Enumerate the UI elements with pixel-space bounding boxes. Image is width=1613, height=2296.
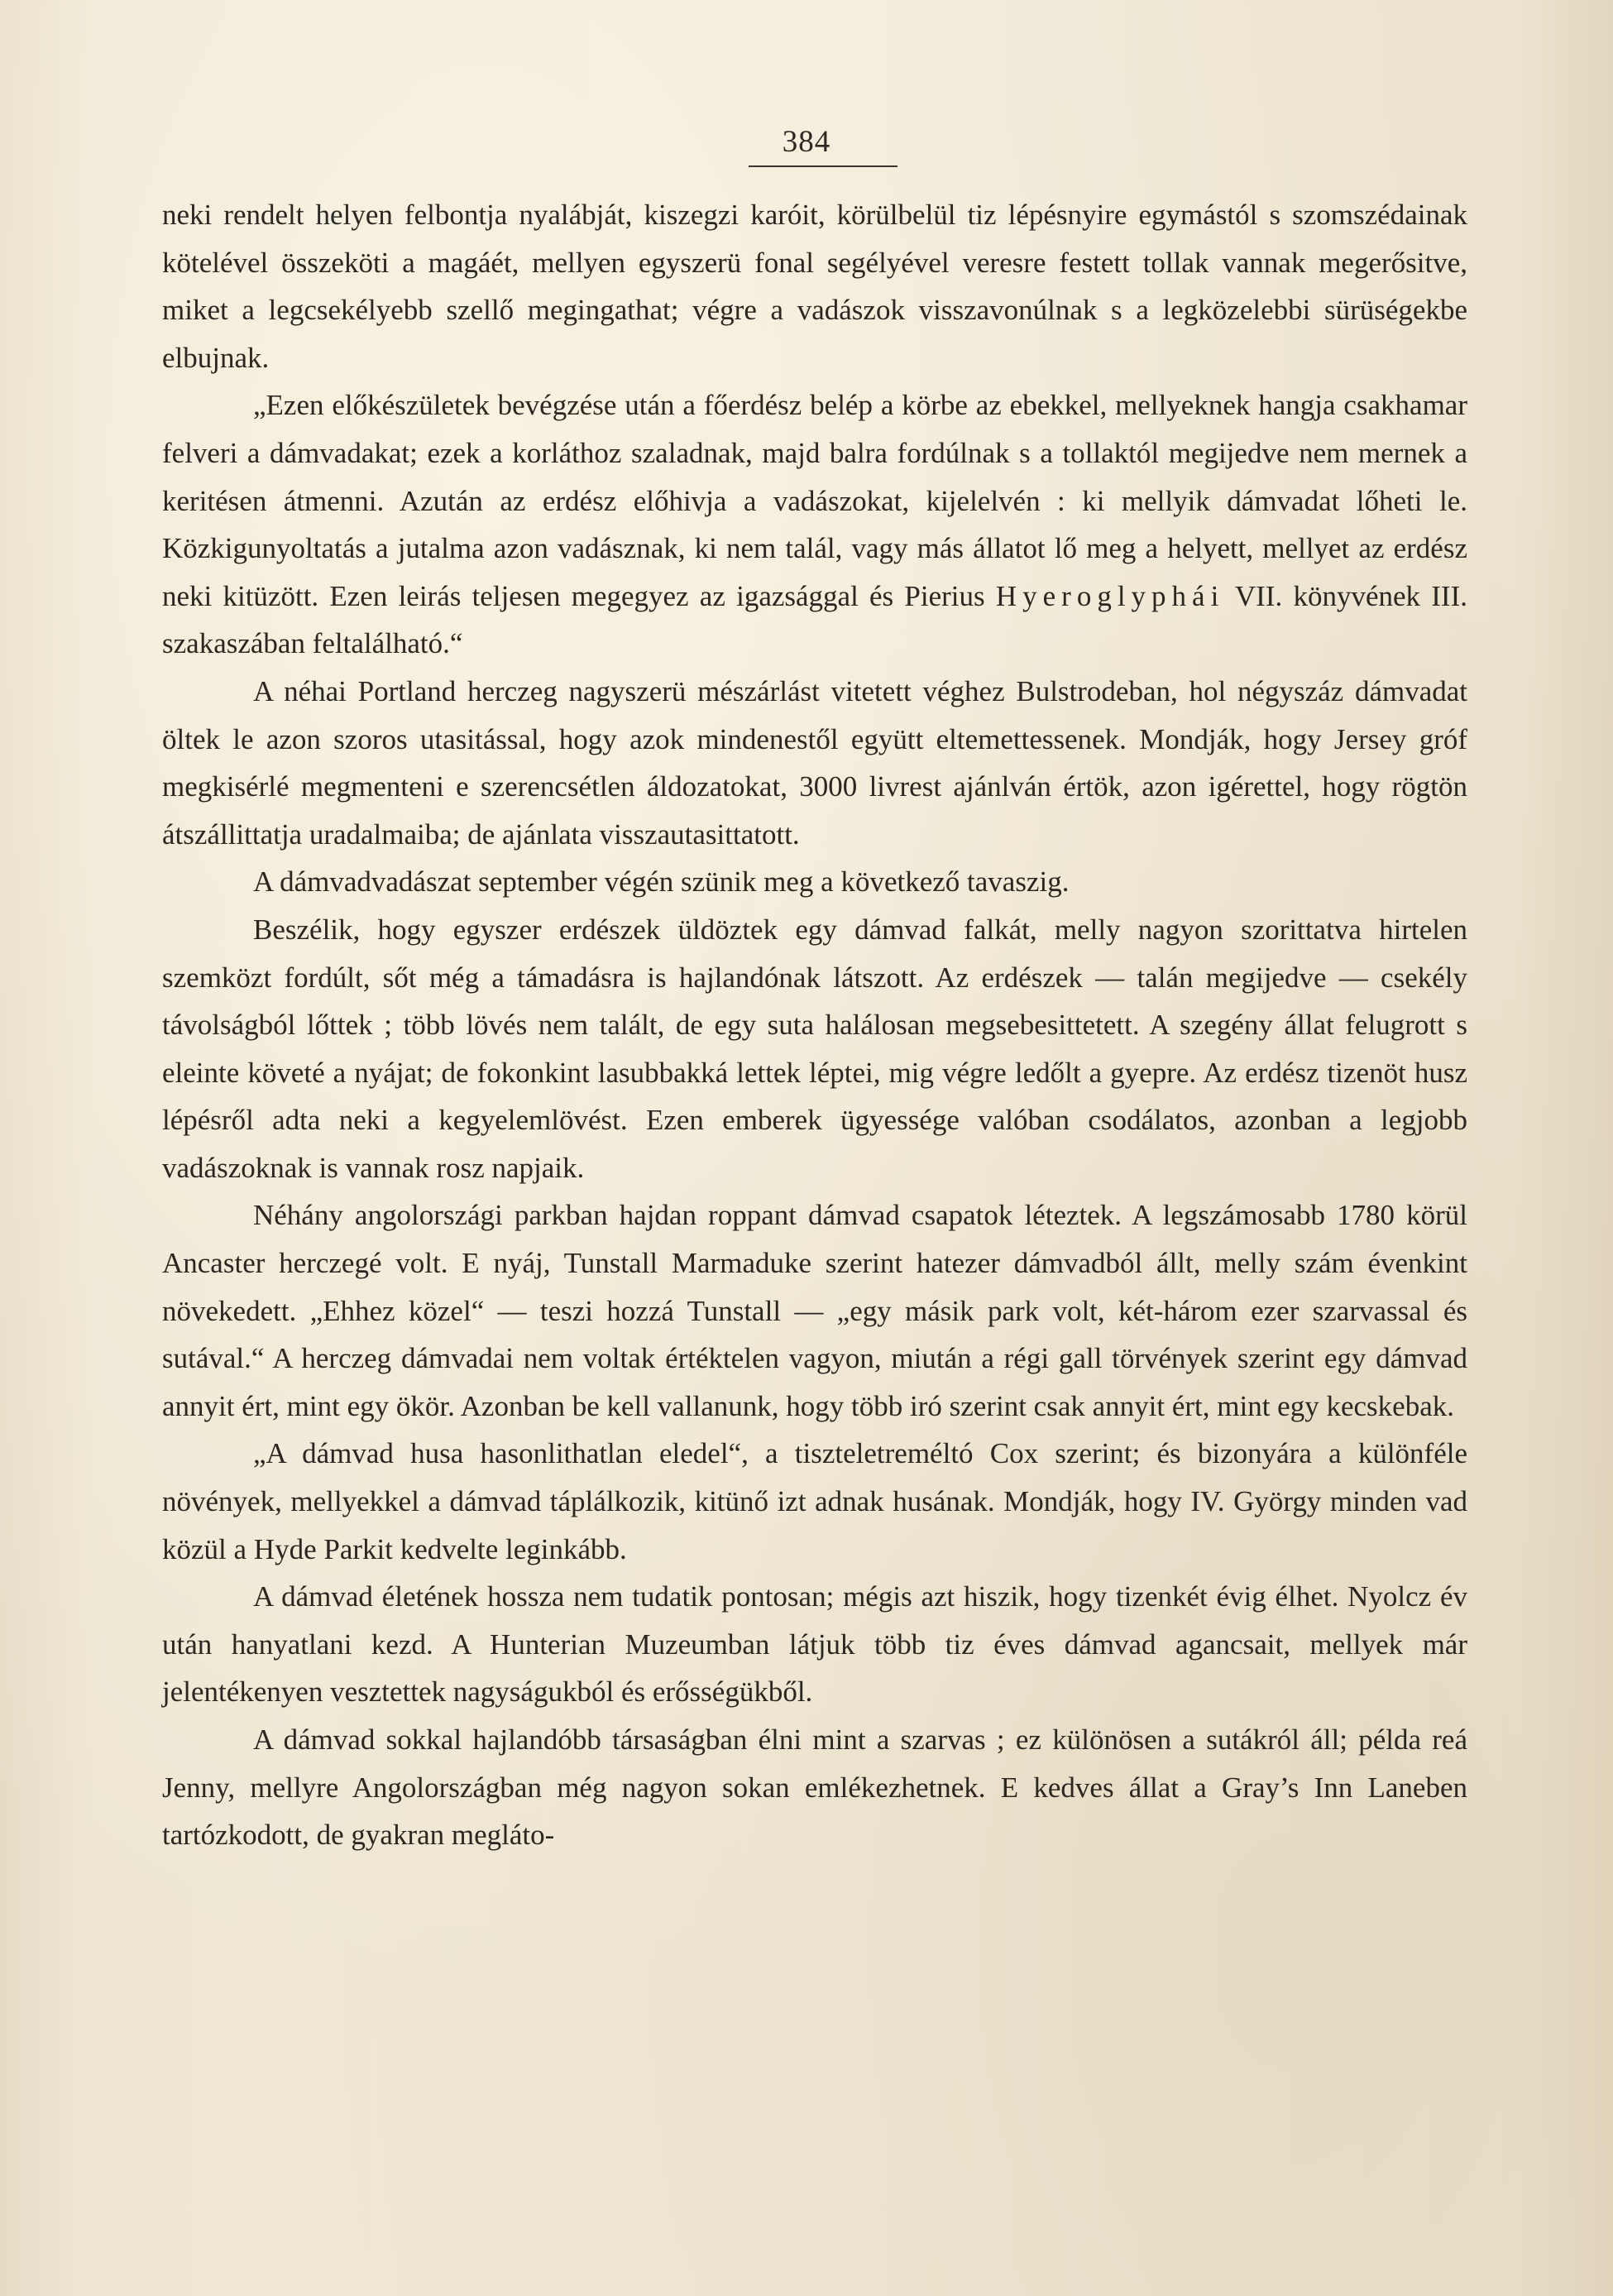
header-rule xyxy=(749,165,897,167)
paragraph xyxy=(162,1716,1467,1859)
paragraph xyxy=(162,906,1467,1192)
paragraph xyxy=(162,1573,1467,1716)
spaced-title: Hyeroglyphái xyxy=(995,579,1225,612)
text-segment: A dámvad sokkal hajlandóbb társaságban élni mint a szarvas ; ez különösen a sutákról áll; példa reá Jenny, mellyre Angolországban még nagyon sokan emlékezhetnek. E kedves állat a Gray’s Inn Laneben tartózkodott, de gyakran megláto- xyxy=(162,1723,1467,1852)
paragraph xyxy=(162,1191,1467,1430)
text-segment: Beszélik, hogy egyszer erdészek üldöztek egy dámvad falkát, melly nagyon szorittatva hirtelen szemközt fordúlt, sőt még a támadásra is hajlandónak látszott. Az erdészek — talán megijedve — csekély távolságból lőttek ; több lövés nem talált, de egy suta halálosan megsebesittetett. A szegény állat felugrott s eleinte követé a nyájat; de fokonkint lasubbakká lettek léptei, mig végre ledőlt a gyepre. Az erdész tizenöt husz lépésről adta neki a kegyelemlövést. Ezen emberek ügyessége valóban csodálatos, azonban a legjobb vadászoknak is vannak rosz napjaik. xyxy=(162,913,1467,1184)
text-segment: neki rendelt helyen felbontja nyalábját, kiszegzi karóit, körülbelül tiz lépésnyire egymástól s szomszédainak kötelével összeköti a magáét, mellyen egyszerü fonal segélyével veresre festett tollak vannak megerősitve, miket a legcsekélyebb szellő megingathat; végre a vadászok visszavonúlnak s a legközelebbi sürüségekbe elbujnak. xyxy=(162,199,1467,374)
text-segment: „Ezen előkészületek bevégzése után a főerdész belép a körbe az ebekkel, mellyeknek hangja csakhamar felveri a dámvadakat; ezek a korláthoz szaladnak, majd balra fordúlnak s a tollaktól megijedve nem mernek a keritésen átmenni. Azután az erdész előhivja a vadászokat, kijelelvén : ki mellyik dámvadat lőheti le. Közkigunyoltatás a jutalma azon vadásznak, ki nem talál, vagy más állatot lő meg a helyett, mellyet az erdész neki kitüzött. Ezen leirás teljesen megegyez az igazsággal és Pierius xyxy=(162,389,1467,612)
text-segment: A dámvadvadászat september végén szünik meg a következő tavaszig. xyxy=(253,865,1070,899)
text-segment: A dámvad életének hossza nem tudatik pontosan; mégis azt hiszik, hogy tizenkét évig élhet. Nyolcz év után hanyatlani kezd. A Hunterian Muzeumban látjuk több tiz éves dámvad agancsait, mellyek már jelentékenyen vesztettek nagyságukból és erősségükből. xyxy=(162,1580,1467,1709)
paragraph xyxy=(162,1430,1467,1573)
paragraph xyxy=(162,858,1467,906)
paragraph xyxy=(162,668,1467,858)
text-segment: „A dámvad husa hasonlithatlan eledel“, a tiszteletreméltó Cox szerint; és bizonyára a különféle növények, mellyekkel a dámvad táplálkozik, kitünő izt adnak husának. Mondják, hogy IV. György minden vad közül a Hyde Parkit kedvelte leginkább. xyxy=(162,1437,1467,1565)
paragraph xyxy=(162,381,1467,668)
text-segment: Néhány angolországi parkban hajdan roppant dámvad csapatok léteztek. A legszámosabb 1780 körül Ancaster herczegé volt. E nyáj, Tunstall Marmaduke szerint hatezer dámvadból állt, melly szám évenkint növekedett. „Ehhez közel“ — teszi hozzá Tunstall — „egy másik park volt, két-három ezer szarvassal és sutával.“ A herczeg dámvadai nem voltak értéktelen vagyon, miután a régi gall törvények szerint egy dámvad annyit ért, mint egy ökör. Azonban be kell vallanunk, hogy több iró szerint csak annyit ért, mint egy kecskebak. xyxy=(162,1199,1467,1422)
text-segment: A néhai Portland herczeg nagyszerü mészárlást vitetett véghez Bulstrodeban, hol négyszáz dámvadat öltek le azon szoros utasitással, hogy azok mindenestől együtt eltemettessenek. Mondják, hogy Jersey gróf megkisérlé megmenteni e szerencsétlen áldozatokat, 3000 livrest ajánlván értök, azon igérettel, hogy rögtön átszállittatja uradalmaiba; de ajánlata visszautasittatott. xyxy=(162,674,1467,851)
text-segment: VII. könyvének III. szakaszában feltalálható.“ xyxy=(162,579,1467,660)
page-number: 384 xyxy=(782,125,831,159)
body-text xyxy=(162,191,1467,1859)
paragraph xyxy=(162,191,1467,381)
